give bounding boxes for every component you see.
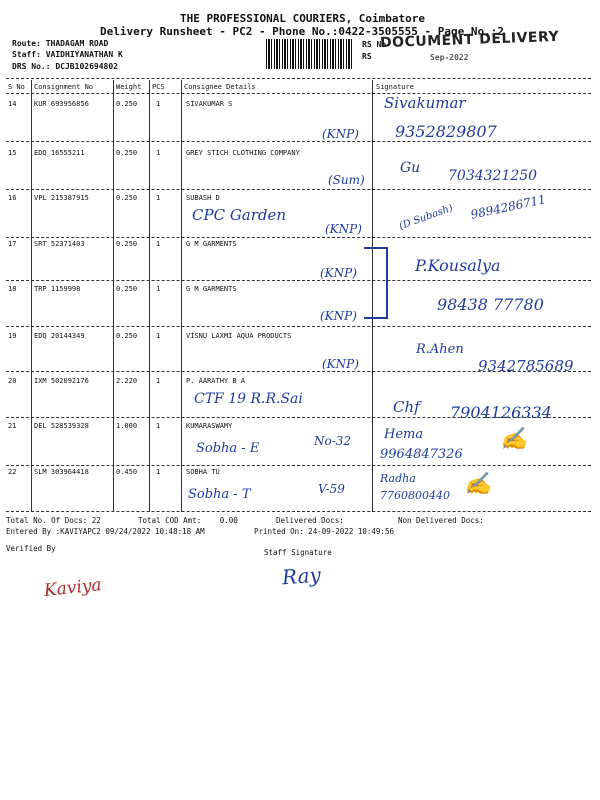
row-phone: 9352829807	[395, 122, 497, 141]
row-consignment: IXM 502092176	[34, 377, 89, 385]
row-pcs: 1	[156, 100, 161, 108]
row-consignment: KUR 693956856	[34, 100, 89, 108]
col-signature: Signature	[376, 83, 414, 91]
rs-date: Sep-2022	[430, 53, 469, 62]
row-consignment: SLM 303964418	[34, 468, 89, 476]
row-phone: 9964847326	[380, 447, 463, 462]
row-sno: 21	[8, 422, 17, 430]
entered-by: Entered By :KAVIYAPC2 09/24/2022 10:48:18 AM	[6, 527, 205, 536]
column-separator	[181, 80, 182, 512]
row-pcs: 1	[156, 240, 161, 248]
row-pcs: 1	[156, 285, 161, 293]
row-sno: 14	[8, 100, 17, 108]
row-divider	[6, 417, 591, 418]
row-consignment: EDQ 16555211	[34, 149, 85, 157]
row-delivery-code: (KNP)	[322, 127, 359, 141]
row-consignment: TRP 1159998	[34, 285, 81, 293]
row-consignee: KUMARASWAMY	[186, 422, 233, 430]
bracket-mark	[364, 247, 388, 319]
row-sno: 19	[8, 332, 17, 340]
row-pcs: 1	[156, 468, 161, 476]
row-consignee: G M GARMENTS	[186, 240, 237, 248]
col-consignment: Consignment No	[34, 83, 94, 91]
row-address-note: CPC Garden	[192, 206, 287, 224]
verifier-signature: Kaviya	[43, 575, 103, 601]
total-docs-value: 22	[91, 516, 101, 525]
row-pcs: 1	[156, 332, 161, 340]
route-label: Route:	[12, 39, 41, 48]
row-sno: 18	[8, 285, 17, 293]
column-separator	[149, 80, 150, 512]
column-separator	[31, 80, 32, 512]
printed-on: Printed On: 24-09-2022 10:49:56	[254, 527, 394, 536]
row-sno: 17	[8, 240, 17, 248]
row-delivery-code: (Sum)	[328, 173, 365, 187]
document-delivery-stamp: DOCUMENT DELIVERY	[379, 28, 560, 52]
row-signature: (D Subash)	[397, 202, 455, 233]
row-weight: 1.000	[116, 422, 138, 430]
runsheet-title: Delivery Runsheet - PC2 - Phone No.:0422-3505555 - Page No.:2	[100, 25, 504, 38]
row-sno: 20	[8, 377, 17, 385]
row-delivery-code: V-59	[318, 482, 345, 496]
total-docs	[6, 516, 101, 525]
row-pcs: 1	[156, 149, 161, 157]
non-delivered-docs-label: Non Delivered Docs:	[398, 516, 484, 525]
row-divider	[6, 141, 591, 142]
row-delivery-code: (KNP)	[320, 309, 357, 323]
row-weight: 2.220	[116, 377, 138, 385]
row-weight: 0.450	[116, 468, 138, 476]
total-docs-label: Total No. Of Docs:	[6, 516, 88, 525]
row-phone: 9894286711	[469, 192, 547, 222]
col-consignee: Consignee Details	[184, 83, 256, 91]
staff-label: Staff:	[12, 50, 41, 59]
row-consignee: SIVAKUMAR S	[186, 100, 233, 108]
row-divider	[6, 465, 591, 466]
row-divider	[6, 326, 591, 327]
staff-line	[12, 50, 123, 59]
row-delivery-code: (KNP)	[320, 266, 357, 280]
total-cod	[138, 516, 238, 525]
route-line	[12, 39, 108, 48]
row-signature: Hema	[384, 427, 424, 442]
column-separator	[113, 80, 114, 512]
row-weight: 0.250	[116, 240, 138, 248]
row-divider	[6, 371, 591, 372]
row-sno: 22	[8, 468, 17, 476]
row-delivery-code: (KNP)	[322, 357, 359, 371]
row-weight: 0.250	[116, 100, 138, 108]
staff-value: VAIDHIYANATHAN K	[45, 50, 123, 59]
drs-label: DRS No.:	[12, 62, 51, 71]
row-sno: 15	[8, 149, 17, 157]
row-signature: R.Ahen	[416, 342, 464, 357]
rs-no-label: RS No	[362, 40, 387, 49]
row-signature: Gu	[400, 160, 421, 176]
row-consignment: SRT 52371403	[34, 240, 85, 248]
row-signature: Radha	[380, 472, 416, 485]
row-signature: Chf	[393, 398, 420, 416]
row-divider	[6, 189, 591, 190]
row-delivery-code: No-32	[314, 434, 352, 448]
row-consignee: SUBASH D	[186, 194, 220, 202]
rs-label: RS	[362, 52, 372, 61]
divider	[6, 78, 591, 79]
route-value: THADAGAM ROAD	[45, 39, 109, 48]
row-sno: 16	[8, 194, 17, 202]
verified-by-label: Verified By	[6, 544, 56, 553]
staff-signature-label: Staff Signature	[264, 548, 332, 557]
row-phone: 7760800440	[380, 489, 450, 502]
row-consignment: EDQ 20144349	[34, 332, 85, 340]
row-signature: Sivakumar	[384, 94, 466, 112]
row-divider	[6, 237, 591, 238]
row-phone: 98438 77780	[437, 295, 544, 314]
row-phone: 9342785689	[478, 357, 574, 375]
row-address-note: Sobha - T	[188, 487, 251, 502]
col-pcs: PCS	[152, 83, 165, 91]
row-weight: 0.250	[116, 285, 138, 293]
row-weight: 0.250	[116, 149, 138, 157]
row-consignee: VISNU LAXMI AQUA PRODUCTS	[186, 332, 292, 340]
row-consignee: SOBHA TU	[186, 468, 220, 476]
drs-line	[12, 62, 118, 71]
row-consignee: P. AARATHY B A	[186, 377, 246, 385]
row-divider	[6, 280, 591, 281]
row-delivery-code: (KNP)	[325, 222, 362, 236]
row-consignment: DEL 528539328	[34, 422, 89, 430]
row-address-note: CTF 19 R.R.Sai	[194, 391, 303, 407]
col-sno: S No	[8, 83, 25, 91]
row-phone: 7904126334	[450, 403, 552, 422]
staff-signature: Ray	[281, 562, 322, 590]
company-title: THE PROFESSIONAL COURIERS, Coimbatore	[180, 12, 426, 25]
row-consignee: GREY STICH CLOTHING COMPANY	[186, 149, 300, 157]
cod-label: Total COD Amt:	[138, 516, 202, 525]
row-consignee: G M GARMENTS	[186, 285, 237, 293]
row-phone: 7034321250	[448, 168, 538, 184]
row-weight: 0.250	[116, 332, 138, 340]
barcode-image	[266, 39, 352, 69]
drs-value: DCJB102694802	[55, 62, 118, 71]
delivered-docs-label: Delivered Docs:	[276, 516, 344, 525]
divider	[6, 93, 591, 94]
row-pcs: 1	[156, 194, 161, 202]
cod-value: 0.00	[219, 516, 238, 525]
row-weight: 0.250	[116, 194, 138, 202]
row-address-note: Sobha - E	[196, 441, 260, 456]
signature-scribble-icon: ✍	[500, 427, 528, 452]
row-pcs: 1	[156, 422, 161, 430]
row-signature: P.Kousalya	[415, 256, 501, 275]
col-weight: Weight	[116, 83, 142, 91]
row-divider	[6, 511, 591, 512]
row-consignment: VPL 215387915	[34, 194, 89, 202]
signature-scribble-icon: ✍	[464, 472, 492, 497]
row-pcs: 1	[156, 377, 161, 385]
